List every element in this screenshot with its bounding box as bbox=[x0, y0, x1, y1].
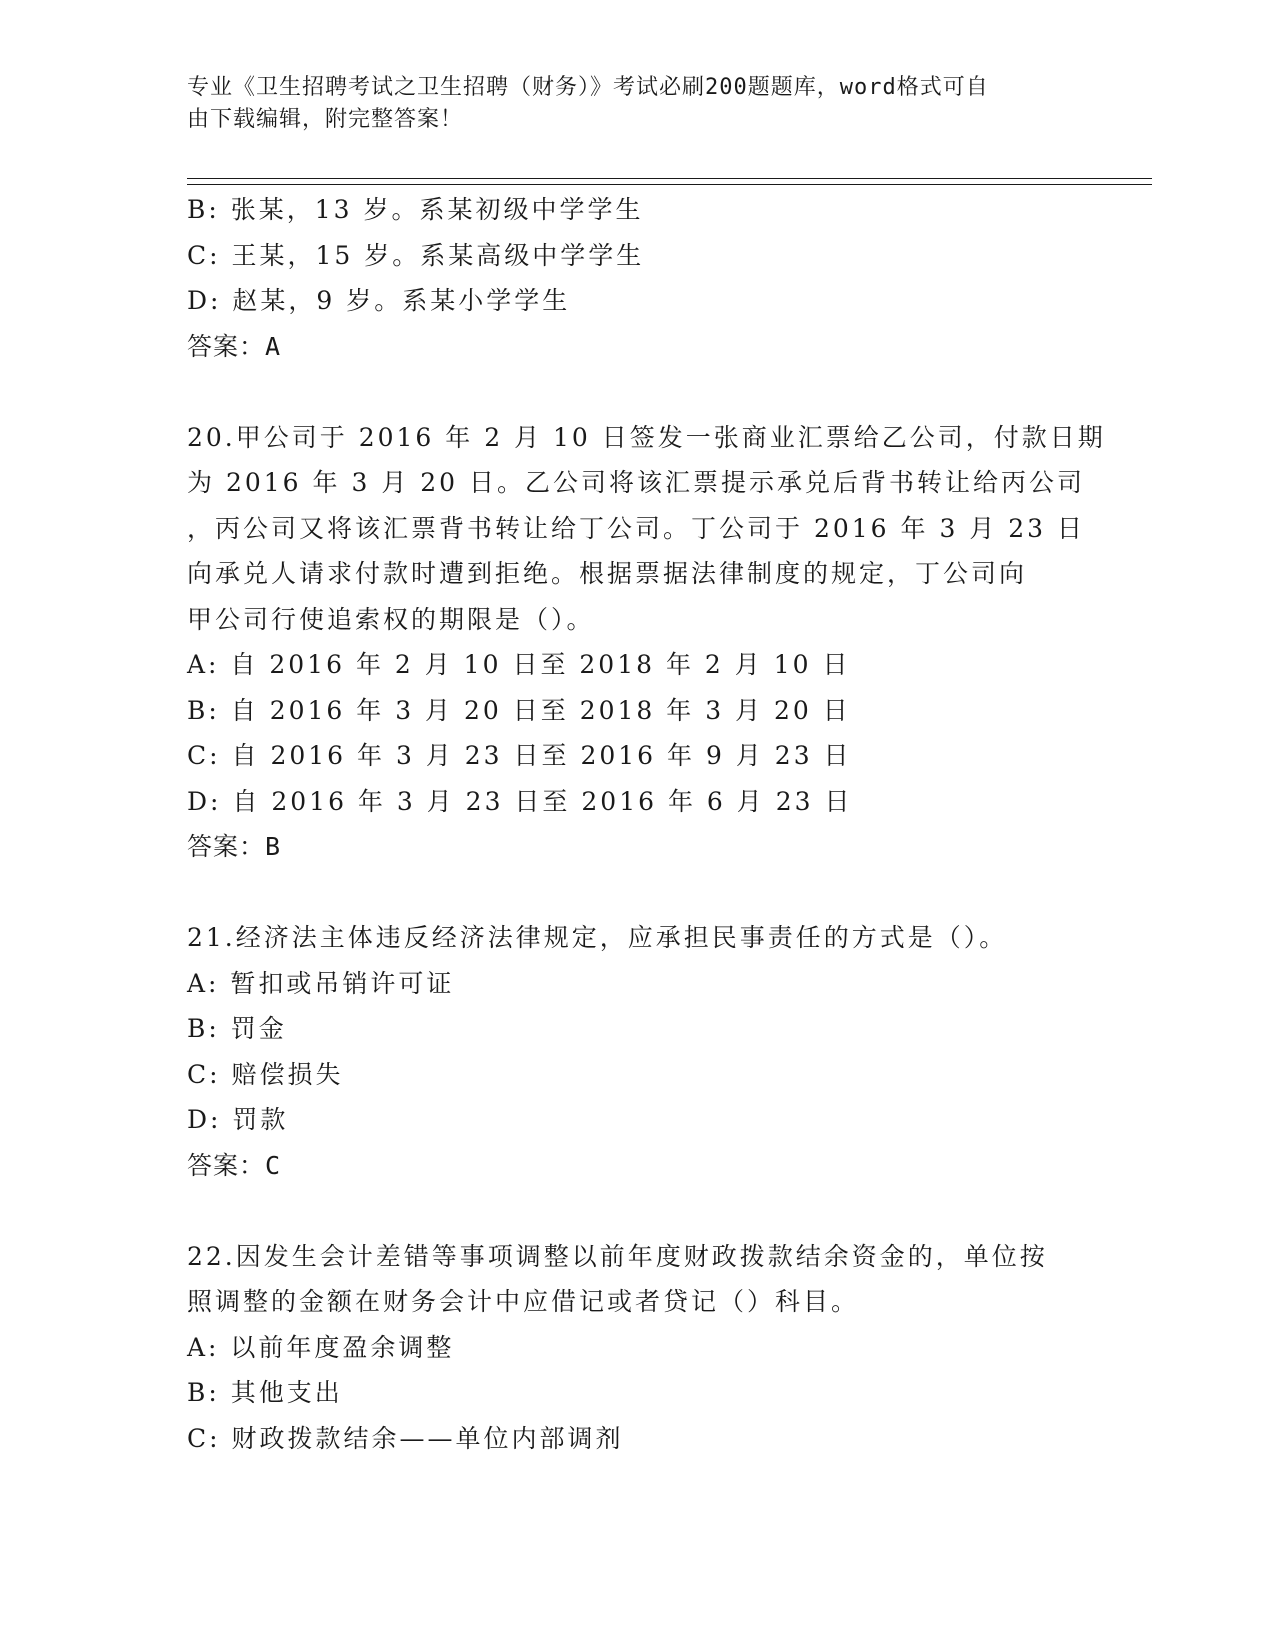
document-body bbox=[187, 187, 1106, 1461]
spacer bbox=[187, 369, 1087, 415]
header-line-1: 专业《卫生招聘考试之卫生招聘（财务）》考试必刷200题题库，word格式可自 bbox=[187, 75, 989, 100]
option-b: B: 自 2016 年 3 月 20 日至 2018 年 3 月 20 日 bbox=[187, 695, 851, 725]
question-stem-line: 为 2016 年 3 月 20 日。乙公司将该汇票提示承兑后背书转让给丙公司 bbox=[187, 468, 1086, 497]
option-c: C: 赔偿损失 bbox=[187, 1059, 344, 1089]
answer: 答案：B bbox=[187, 832, 282, 861]
question-stem-line: 向承兑人请求付款时遭到拒绝。根据票据法律制度的规定，丁公司向 bbox=[187, 559, 1028, 588]
option-d: D: 赵某，9 岁。系某小学学生 bbox=[187, 286, 571, 315]
answer: 答案：A bbox=[187, 331, 282, 361]
question-stem-line: ，丙公司又将该汇票背书转让给丁公司。丁公司于 2016 年 3 月 23 日 bbox=[187, 513, 1086, 543]
answer: 答案：C bbox=[187, 1150, 282, 1180]
question-19-fragment bbox=[187, 187, 1087, 369]
option-c: C: 王某，15 岁。系某高级中学学生 bbox=[187, 240, 645, 270]
option-b: B: 张某，13 岁。系某初级中学学生 bbox=[187, 195, 644, 224]
document-header bbox=[187, 72, 1087, 136]
option-a: A: 以前年度盈余调整 bbox=[187, 1332, 455, 1362]
question-21 bbox=[187, 915, 1087, 1188]
question-stem-line: 21.经济法主体违反经济法律规定，应承担民事责任的方式是（）。 bbox=[187, 923, 1008, 952]
spacer bbox=[187, 1188, 1087, 1234]
question-stem-line: 20.甲公司于 2016 年 2 月 10 日签发一张商业汇票给乙公司，付款日期 bbox=[187, 422, 1106, 452]
option-d: D: 罚款 bbox=[187, 1105, 289, 1134]
option-b: B: 罚金 bbox=[187, 1014, 287, 1043]
option-a: A: 暂扣或吊销许可证 bbox=[187, 968, 455, 998]
question-stem-line: 甲公司行使追索权的期限是（）。 bbox=[187, 604, 595, 634]
option-c: C: 财政拨款结余——单位内部调剂 bbox=[187, 1423, 624, 1453]
header-rule-bottom bbox=[187, 184, 1152, 185]
option-c: C: 自 2016 年 3 月 23 日至 2016 年 9 月 23 日 bbox=[187, 741, 852, 770]
question-22 bbox=[187, 1234, 1087, 1462]
option-b: B: 其他支出 bbox=[187, 1378, 343, 1407]
question-stem-line: 照调整的金额在财务会计中应借记或者贷记（）科目。 bbox=[187, 1287, 860, 1316]
question-20 bbox=[187, 415, 1106, 870]
spacer bbox=[187, 870, 1087, 916]
header-rule-top bbox=[187, 178, 1152, 179]
question-stem-line: 22.因发生会计差错等事项调整以前年度财政拨款结余资金的，单位按 bbox=[187, 1241, 1048, 1271]
option-d: D: 自 2016 年 3 月 23 日至 2016 年 6 月 23 日 bbox=[187, 786, 853, 816]
option-a: A: 自 2016 年 2 月 10 日至 2018 年 2 月 10 日 bbox=[187, 650, 851, 679]
header-line-2: 由下载编辑，附完整答案！ bbox=[187, 107, 464, 132]
